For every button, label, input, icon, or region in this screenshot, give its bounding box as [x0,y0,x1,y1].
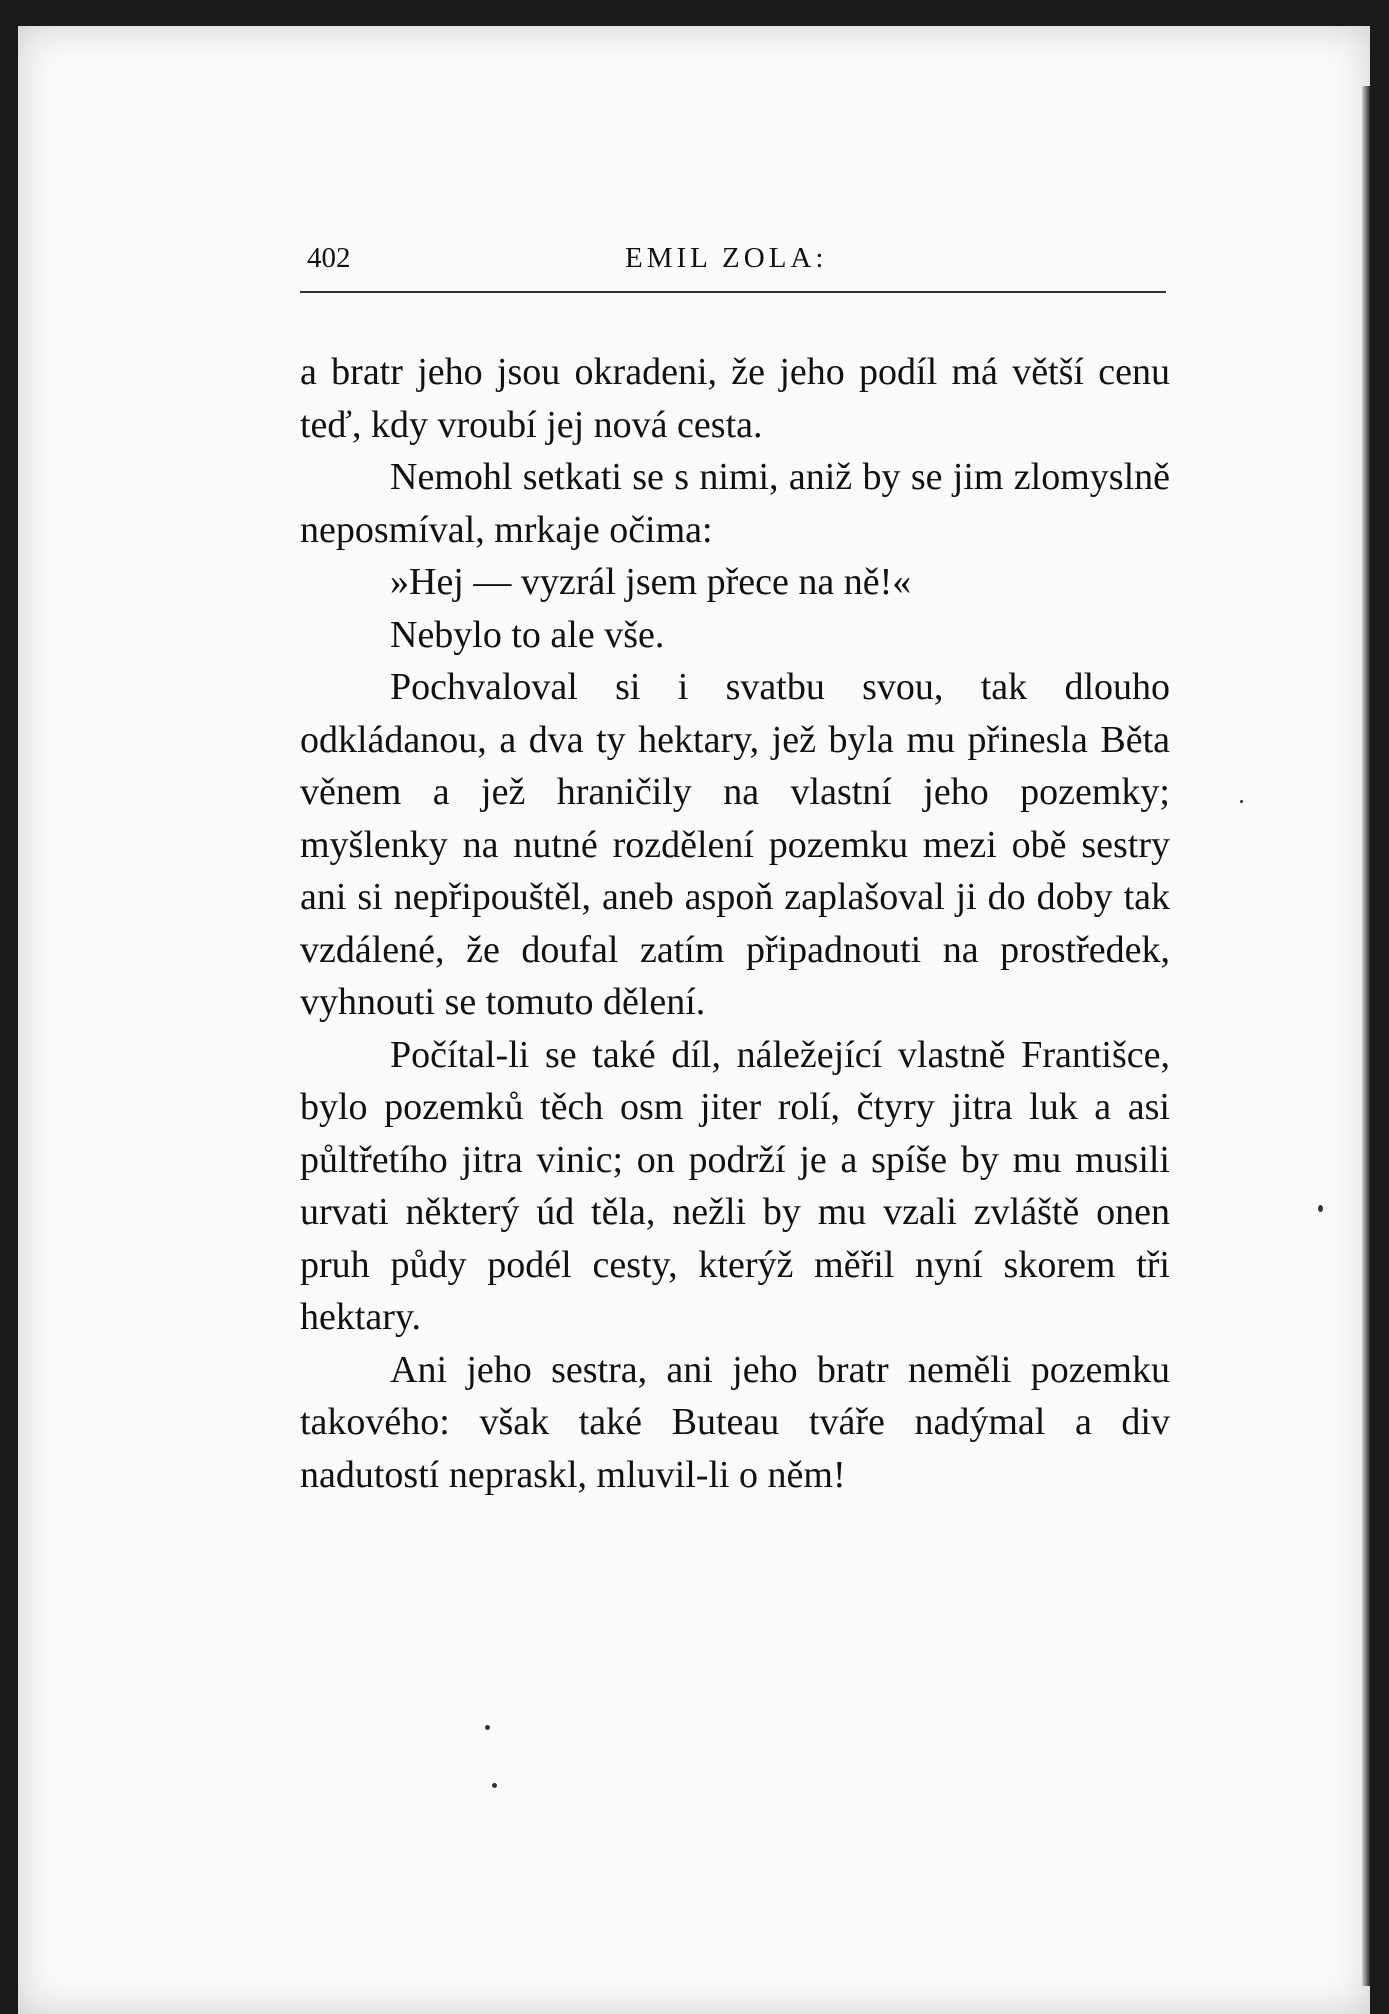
paragraph: Nemohl setkati se s nimi, aniž by se jim zlomyslně neposmíval, mrkaje očima: [300,456,1170,551]
paragraph: Počítal-li se také díl, náležející vlastně Františce, bylo pozemků těch osm jiter rolí, čtyry jitra luk a asi půltřetího jitra vinic; on podrží je a spíše by mu musili urvati některý úd těla, nežli by mu vzali zvláště onen pruh půdy podél cesty, kterýž měřil nyní skorem tři hektary. [300,1033,1170,1338]
body-text [300,346,1170,1501]
page-spine-shadow [1362,86,1370,1986]
ink-speck [485,1725,490,1730]
header-rule [300,291,1166,293]
page-header [295,238,1175,278]
ink-speck [492,1783,497,1788]
paragraph: a bratr jeho jsou okradeni, že jeho podíl má větší cenu teď, kdy vroubí jej nová cesta. [300,351,1170,446]
paragraph: Ani jeho sestra, ani jeho bratr neměli pozemku takového: však také Buteau tváře nadýmal a div nadutostí nepraskl, mluvil-li o něm! [300,1348,1170,1496]
ink-speck [1318,1205,1323,1212]
paragraph: »Hej — vyzrál jsem přece na ně!« [390,561,912,603]
paragraph: Nebylo to ale vše. [390,613,665,656]
page-number: 402 [307,242,351,274]
paragraph: Pochvaloval si i svatbu svou, tak dlouho odkládanou, a dva ty hektary, jež byla mu přinesla Běta věnem a jež hraničily na vlastní jeho pozemky; myšlenky na nutné rozdělení pozemku mezi obě sestry ani si nepřipouštěl, aneb aspoň zaplašoval ji do doby tak vzdálené, že doufal zatím připadnouti na prostředek, vyhnouti se tomuto dělení. [300,666,1170,1023]
running-title: EMIL ZOLA: [625,242,828,274]
ink-speck [1240,800,1243,803]
